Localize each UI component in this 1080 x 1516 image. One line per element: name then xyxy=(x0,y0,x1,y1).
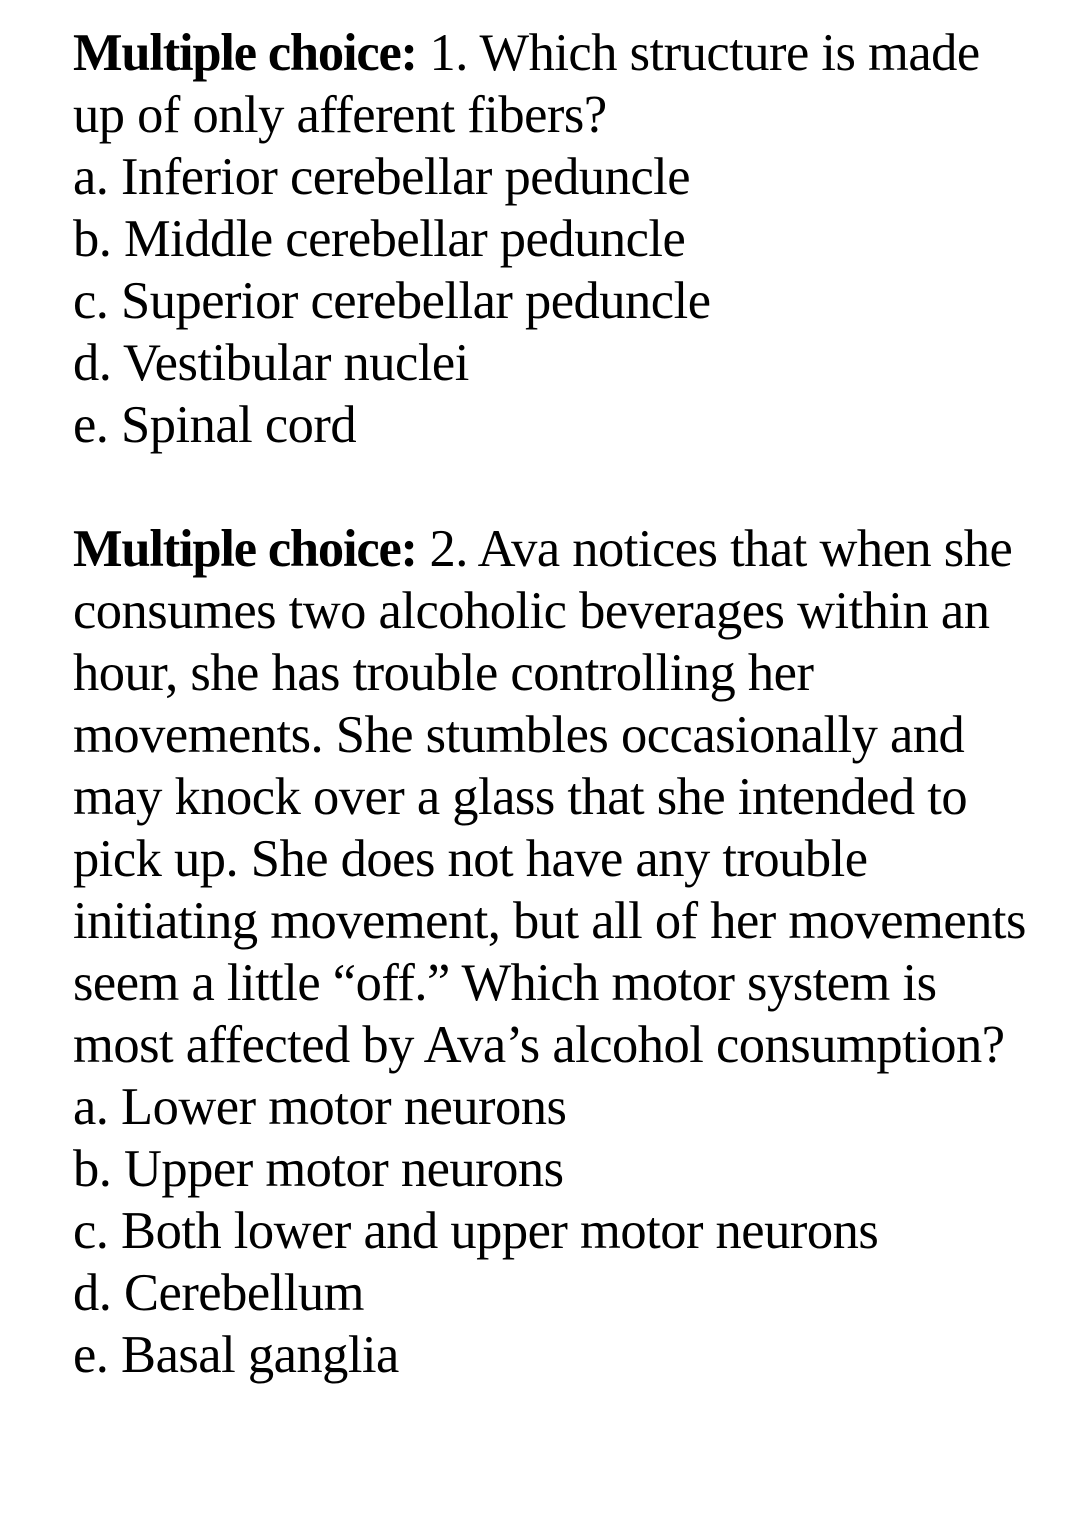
answer-option-c: c. Both lower and upper motor neurons xyxy=(73,1202,879,1260)
question-2 xyxy=(73,518,1033,1386)
answer-option-c: c. Superior cerebellar peduncle xyxy=(73,272,711,330)
answer-option-e: e. Spinal cord xyxy=(73,396,357,454)
question-1 xyxy=(73,22,1033,456)
answer-option-d: d. Vestibular nuclei xyxy=(73,334,469,392)
answer-option-b: b. Middle cerebellar peduncle xyxy=(73,210,686,268)
answer-option-a: a. Inferior cerebellar peduncle xyxy=(73,148,691,206)
document-page xyxy=(73,22,1033,1386)
answer-option-d: d. Cerebellum xyxy=(73,1264,364,1322)
answer-option-a: a. Lower motor neurons xyxy=(73,1078,567,1136)
question-stem xyxy=(73,22,1033,146)
question-label: Multiple choice: xyxy=(73,24,417,82)
question-label: Multiple choice: xyxy=(73,520,417,578)
question-stem xyxy=(73,518,1033,1076)
answer-option-b: b. Upper motor neurons xyxy=(73,1140,564,1198)
question-text: 2. Ava notices that when she consumes two alcoholic beverages within an hour, she has trouble controlling her movements. She stumbles occasionally and may knock over a glass that she intended to pick up. She does not have any trouble initiating movement, but all of her movements seem a little “off.” Which motor system is most affected by Ava’s alcohol consumption? xyxy=(73,520,1026,1074)
answer-options xyxy=(73,146,1033,456)
answer-options xyxy=(73,1076,1033,1386)
question-text: 1. Which structure is made up of only afferent fibers? xyxy=(73,24,980,144)
answer-option-e: e. Basal ganglia xyxy=(73,1326,399,1384)
